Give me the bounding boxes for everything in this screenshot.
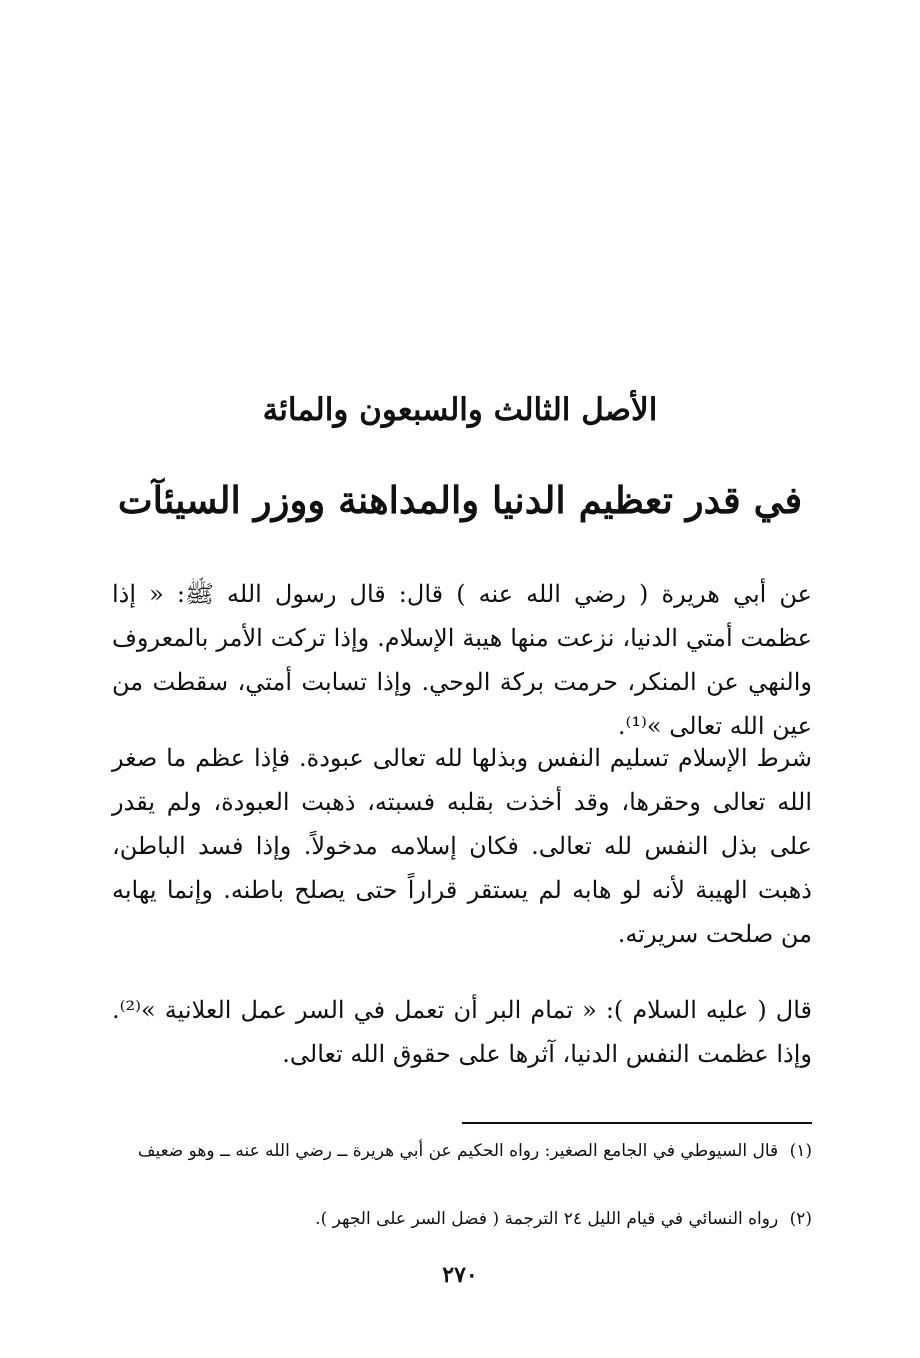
footnote-text: قال السيوطي في الجامع الصغير: رواه الحكيم عن أبي هريرة ــ رضي الله عنه ــ وهو ضعيف — [137, 1141, 779, 1161]
footnote-separator — [462, 1122, 812, 1124]
page-number: ٢٧٠ — [442, 1262, 478, 1288]
footnote-2 — [112, 1204, 812, 1234]
paragraph-commentary: شرط الإسلام تسليم النفس وبذلها لله تعالى عبودة. فإذا عظم ما صغر الله تعالى وحقرها، وقد أخذت بقلبه فسبته، ذهبت العبودة، ولم يقدر على بذل النفس لله تعالى. فكان إسلامه مدخولاً. وإذا فسد الباطن، ذهبت الهيبة لأنه لو هابه لم يستقر قراراً حتى يصلح باطنه. وإنما يهابه من صلحت سريرته. — [112, 744, 812, 948]
chapter-title: الأصل الثالث والسبعون والمائة — [262, 392, 658, 428]
paragraph-second-hadith: قال ( عليه السلام ): « تمام البر أن تعمل في السر عمل العلانية »⁽²⁾. وإذا عظمت النفس الدنيا، آثرها على حقوق الله تعالى. — [112, 996, 812, 1068]
footnote-number: (٢) — [789, 1209, 812, 1229]
footnote-1 — [112, 1136, 812, 1166]
footnote-number: (١) — [789, 1141, 812, 1161]
footnote-text: رواه النسائي في قيام الليل ٢٤ الترجمة ( فضل السر على الجهر ). — [315, 1209, 779, 1229]
paragraph-hadith: عن أبي هريرة ( رضي الله عنه ) قال: قال رسول الله ﷺ: « إذا عظمت أمتي الدنيا، نزعت منها هيبة الإسلام. وإذا تركت الأمر بالمعروف والنهي عن المنكر، حرمت بركة الوحي. وإذا تسابت أمتي، سقطت من عين الله تعالى »⁽¹⁾. — [112, 580, 812, 740]
chapter-subtitle: في قدر تعظيم الدنيا والمداهنة ووزر السيئآت — [117, 478, 803, 522]
